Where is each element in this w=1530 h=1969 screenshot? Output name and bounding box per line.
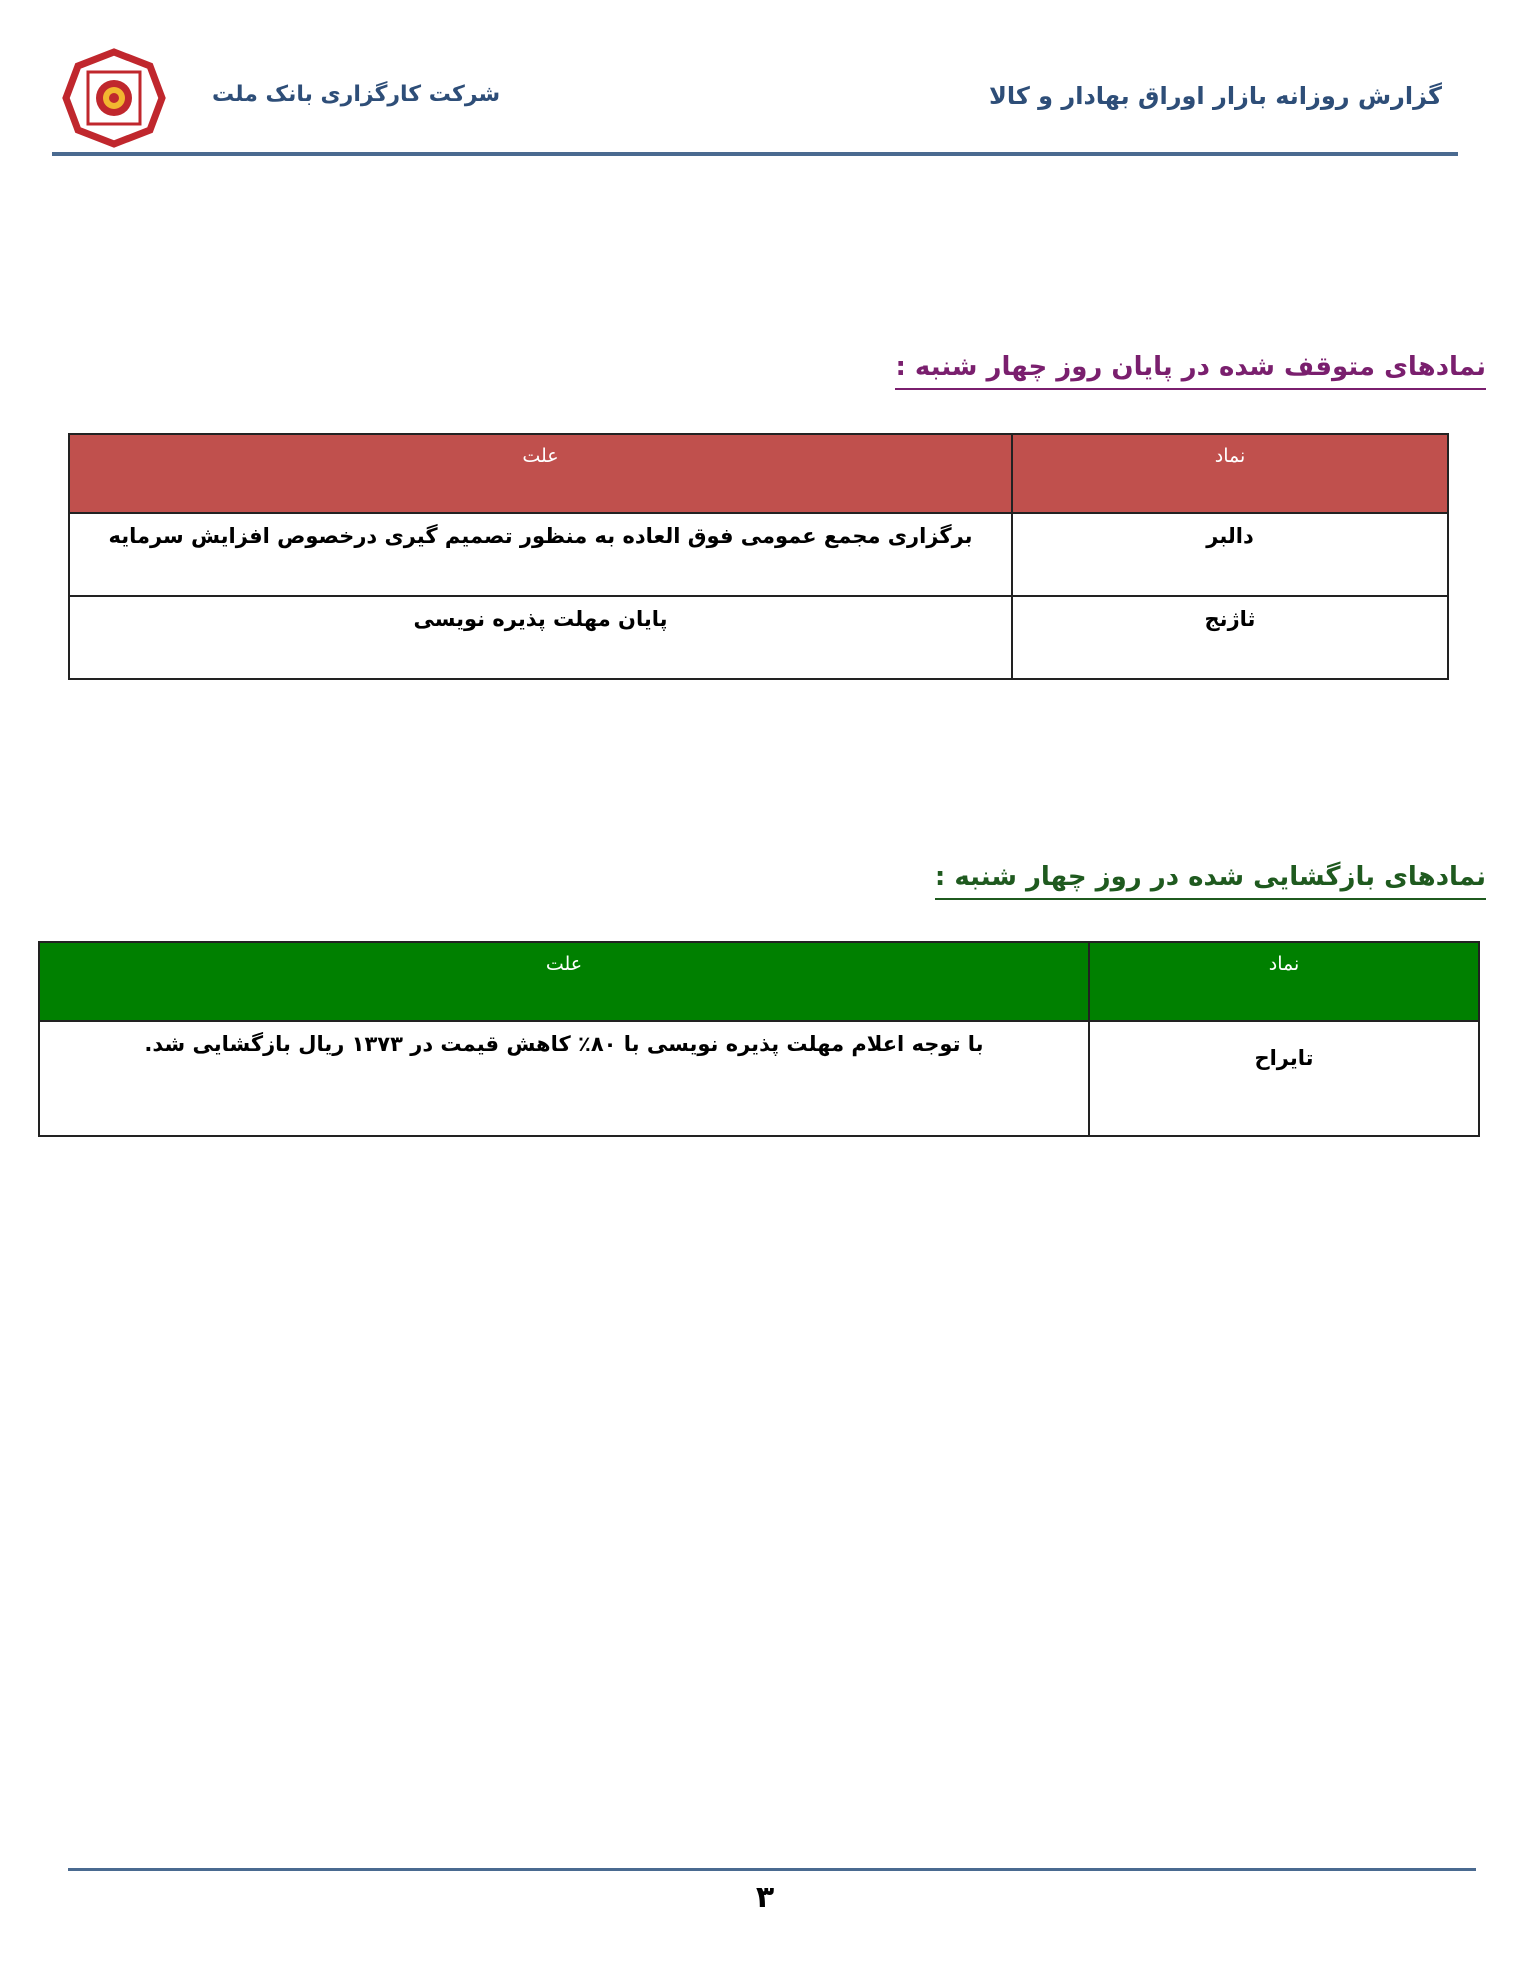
- reopened-symbols-title: نمادهای بازگشایی شده در روز چهار شنبه :: [935, 862, 1486, 900]
- table-row: [69, 513, 1448, 596]
- table-row: [39, 1021, 1479, 1136]
- table-header-row: [69, 434, 1448, 513]
- table-header-row: [39, 942, 1479, 1021]
- company-logo-icon: [62, 48, 166, 148]
- symbol-cell: ثاژنج: [1012, 596, 1448, 679]
- reopened-symbols-table: [38, 941, 1480, 1137]
- column-header-symbol: نماد: [1089, 942, 1479, 1021]
- reason-cell: با توجه اعلام مهلت پذیره نویسی با ۸۰٪ کاهش قیمت در ۱۳۷۳ ریال بازگشایی شد.: [39, 1021, 1089, 1136]
- footer-rule: [68, 1868, 1476, 1871]
- column-header-symbol: نماد: [1012, 434, 1448, 513]
- halted-symbols-table: [68, 433, 1449, 680]
- halted-symbols-title: نمادهای متوقف شده در پایان روز چهار شنبه :: [895, 352, 1486, 390]
- table-row: [69, 596, 1448, 679]
- symbol-cell: تایراح: [1089, 1021, 1479, 1136]
- page-number: ۳: [755, 1880, 775, 1915]
- reason-cell: پایان مهلت پذیره نویسی: [69, 596, 1012, 679]
- column-header-reason: علت: [39, 942, 1089, 1021]
- header-rule: [52, 152, 1458, 156]
- report-title: گزارش روزانه بازار اوراق بهادار و کالا: [988, 82, 1442, 110]
- column-header-reason: علت: [69, 434, 1012, 513]
- reason-cell: برگزاری مجمع عمومی فوق العاده به منظور تصمیم گیری درخصوص افزایش سرمایه: [69, 513, 1012, 596]
- symbol-cell: دالبر: [1012, 513, 1448, 596]
- company-name: شرکت کارگزاری بانک ملت: [212, 82, 501, 107]
